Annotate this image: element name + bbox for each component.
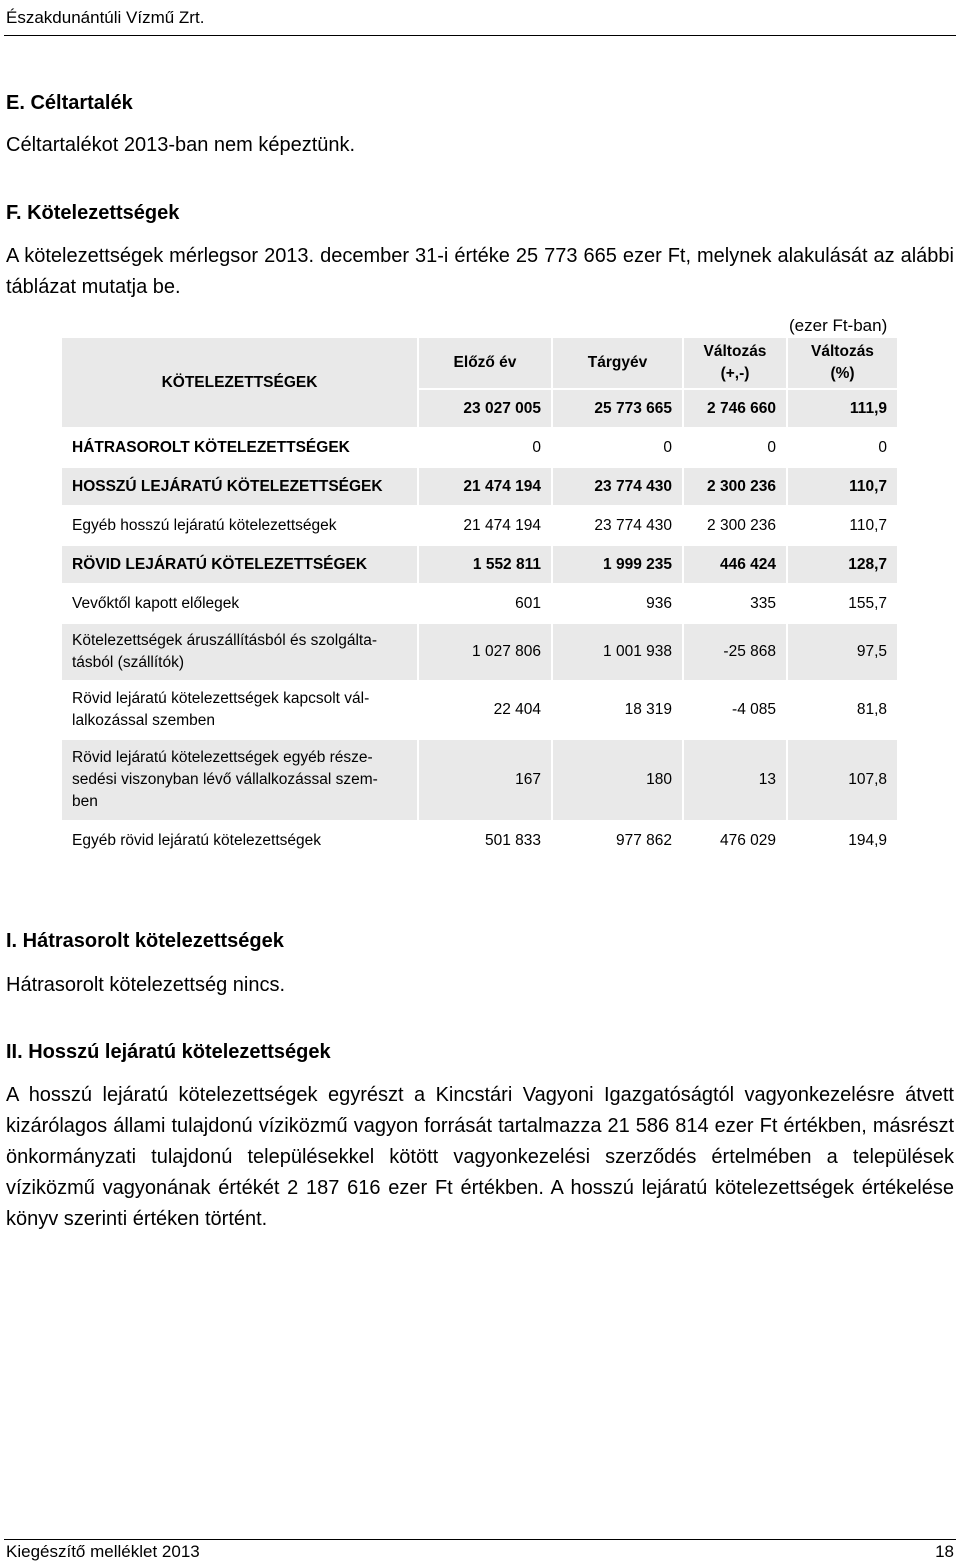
row-pct: 0 [788,429,897,468]
row-curr: 0 [553,429,684,468]
row-prev: 501 833 [419,822,553,861]
row-label: RÖVID LEJÁRATÚ KÖTELEZETTSÉGEK [62,546,419,585]
row-curr: 23 774 430 [553,507,684,546]
row-change: 2 300 236 [684,507,788,546]
table-row [62,624,897,682]
row-label-line1: Kötelezettségek áruszállításból és szolgálta- [72,632,377,649]
table-row [62,740,897,822]
row-label [62,624,419,682]
page-footer [4,1539,956,1561]
row-change: 0 [684,429,788,468]
row-prev: 0 [419,429,553,468]
header-change-abs-line2: (+,-) [720,365,750,382]
row-pct: 81,8 [788,682,897,740]
footer-doc-title: Kiegészítő melléklet 2013 [6,1542,200,1561]
row-label: Egyéb rövid lejáratú kötelezettségek [62,822,419,861]
row-pct: 97,5 [788,624,897,682]
section-ii-title: II. Hosszú lejáratú kötelezettségek [6,1041,331,1063]
total-pct: 111,9 [788,390,897,429]
row-prev: 167 [419,740,553,822]
unit-label: (ezer Ft-ban) [789,316,888,335]
total-prev: 23 027 005 [419,390,553,429]
row-label [62,740,419,822]
table-row [62,507,897,546]
row-label-line2: tásból (szállítók) [72,654,184,671]
table-row [62,682,897,740]
section-ii-text: A hosszú lejáratú kötelezettségek egyrészt a Kincstári Vagyoni Igazgatóságtól vagyonkezelésre átvett kizárólagos állami tulajdonú víziközmű vagyon forrását tartalmazza 21 586 814 ezer Ft értékben, másrészt önkormányzati tulajdonú településekkel kötött vagyonkezelési szerződés értelmében a települések víziközmű vagyonának értékét 2 187 616 ezer Ft értékben. A hosszú lejáratú kötelezettségek értékelése könyv szerinti értéken történt. [6,1084,954,1230]
section-e-text: Céltartalékot 2013-ban nem képeztünk. [6,134,356,156]
row-change: -25 868 [684,624,788,682]
row-pct: 110,7 [788,507,897,546]
section-f-title: F. Kötelezettségek [6,202,180,224]
row-label: HÁTRASOROLT KÖTELEZETTSÉGEK [62,429,419,468]
header-change-pct-line1: Változás [811,343,874,360]
row-label [62,682,419,740]
row-pct: 194,9 [788,822,897,861]
section-e-title: E. Céltartalék [6,92,133,114]
row-prev: 1 552 811 [419,546,553,585]
total-change: 2 746 660 [684,390,788,429]
table-row [62,429,897,468]
row-label: Egyéb hosszú lejáratú kötelezettségek [62,507,419,546]
row-prev: 1 027 806 [419,624,553,682]
row-prev: 21 474 194 [419,507,553,546]
company-name: Északdunántúli Vízmű Zrt. [6,8,205,27]
row-label-line2: sedési viszonyban lévő vállalkozással szem- [72,771,378,788]
row-prev: 22 404 [419,682,553,740]
row-curr: 18 319 [553,682,684,740]
row-label-line3: ben [72,793,98,810]
row-change: -4 085 [684,682,788,740]
row-pct: 128,7 [788,546,897,585]
row-label: HOSSZÚ LEJÁRATÚ KÖTELEZETTSÉGEK [62,468,419,507]
row-label-line2: lalkozással szemben [72,712,216,729]
row-change: 2 300 236 [684,468,788,507]
header-change-abs-line1: Változás [703,343,767,360]
row-pct: 107,8 [788,740,897,822]
section-f-text: A kötelezettségek mérlegsor 2013. december 31-i értéke 25 773 665 ezer Ft, melynek alakulását az alábbi táblázat mutatja be. [6,245,954,298]
row-curr: 1 999 235 [553,546,684,585]
row-pct: 110,7 [788,468,897,507]
total-curr: 25 773 665 [553,390,684,429]
row-pct: 155,7 [788,585,897,624]
header-change-pct-line2: (%) [830,365,855,382]
section-i-text: Hátrasorolt kötelezettség nincs. [6,974,286,996]
header-liabilities: KÖTELEZETTSÉGEK [62,338,419,429]
table-row [62,468,897,507]
row-change: 13 [684,740,788,822]
page-number: 18 [935,1542,954,1561]
row-curr: 936 [553,585,684,624]
row-label-line1: Rövid lejáratú kötelezettségek kapcsolt vál- [72,690,370,707]
row-label-line1: Rövid lejáratú kötelezettségek egyéb része- [72,749,373,766]
row-change: 476 029 [684,822,788,861]
row-curr: 1 001 938 [553,624,684,682]
header-change-pct [788,338,897,390]
liabilities-table [62,338,897,861]
page-header [4,5,956,36]
row-curr: 180 [553,740,684,822]
row-change: 446 424 [684,546,788,585]
header-prev-year: Előző év [419,338,553,390]
header-change-abs [684,338,788,390]
section-i-title: I. Hátrasorolt kötelezettségek [6,930,284,952]
row-curr: 23 774 430 [553,468,684,507]
row-curr: 977 862 [553,822,684,861]
table-row [62,822,897,861]
row-change: 335 [684,585,788,624]
header-current-year: Tárgyév [553,338,684,390]
row-prev: 601 [419,585,553,624]
row-label: Vevőktől kapott előlegek [62,585,419,624]
table-row [62,546,897,585]
row-prev: 21 474 194 [419,468,553,507]
table-row [62,585,897,624]
table-header-row [62,338,897,390]
